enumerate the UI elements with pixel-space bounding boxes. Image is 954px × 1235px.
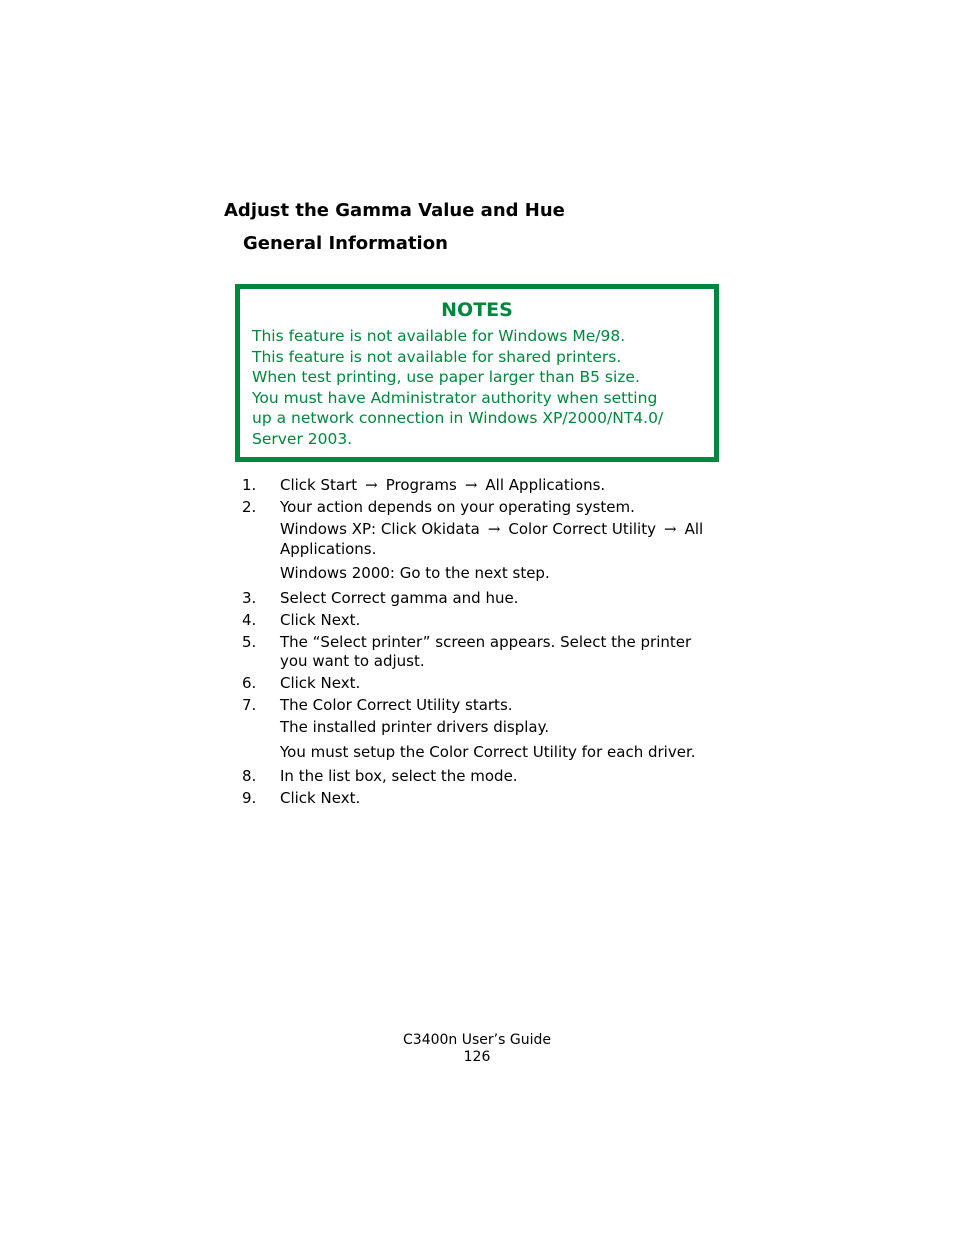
step-text: All Applications.: [485, 476, 606, 494]
page-footer: [0, 1032, 954, 1066]
step-7-note: You must setup the Color Correct Utility for each driver.: [280, 742, 696, 761]
step-5: [242, 633, 742, 672]
step-text: Click Next.: [280, 789, 361, 807]
step-text: Click Start: [280, 476, 358, 494]
step-8: [242, 767, 742, 787]
note-line: Server 2003.: [252, 429, 353, 448]
step-2-windows-2000: Windows 2000: Go to the next step.: [280, 564, 550, 582]
step-number: 8.: [242, 767, 257, 785]
step-number: 2.: [242, 498, 257, 516]
step-text: Click Next.: [280, 610, 361, 629]
notes-box: [235, 284, 719, 462]
page-number: 126: [463, 1049, 491, 1065]
note-line: This feature is not available for Windows Me/98.: [252, 327, 626, 345]
step-number: 7.: [242, 696, 257, 714]
step-text: Color Correct Utility: [508, 520, 656, 538]
step-2-windows-xp: [242, 520, 742, 559]
arrow-right-icon: →: [487, 520, 501, 538]
step-text: Programs: [385, 476, 457, 494]
step-text: All: [684, 520, 704, 538]
step-number: 1.: [242, 476, 257, 494]
step-number: 9.: [242, 789, 257, 807]
step-text: Select Correct gamma and hue.: [280, 588, 519, 607]
note-line: This feature is not available for shared printers.: [252, 347, 622, 366]
step-6: [242, 674, 742, 694]
note-line: You must have Administrator authority when setting: [252, 388, 658, 407]
step-number: 4.: [242, 610, 257, 629]
arrow-right-icon: →: [365, 476, 378, 494]
arrow-right-icon: →: [464, 476, 478, 494]
step-number: 3.: [242, 588, 257, 607]
step-text: The “Select printer” screen appears. Select the printer: [280, 632, 692, 651]
steps-list: [242, 476, 742, 811]
arrow-right-icon: →: [663, 520, 677, 538]
step-text: Click Next.: [280, 674, 361, 692]
step-7: [242, 696, 742, 716]
step-2: [242, 498, 742, 518]
note-line: When test printing, use paper larger than B5 size.: [252, 368, 640, 386]
step-7-note: The installed printer drivers display.: [280, 718, 550, 736]
step-number: 6.: [242, 674, 257, 692]
step-text: In the list box, select the mode.: [280, 767, 518, 785]
step-4: [242, 611, 742, 631]
step-text: The Color Correct Utility starts.: [280, 696, 513, 714]
note-line: up a network connection in Windows XP/2000/NT4.0/: [252, 409, 664, 427]
step-number: 5.: [242, 632, 257, 651]
step-text: Windows XP: Click Okidata: [280, 520, 480, 538]
section-heading: General Information: [243, 233, 448, 254]
step-3: [242, 589, 742, 609]
step-1: [242, 476, 742, 496]
step-text: Your action depends on your operating system.: [280, 498, 635, 516]
guide-name: C3400n User’s Guide: [403, 1032, 551, 1048]
notes-title: NOTES: [441, 299, 513, 321]
step-text: Applications.: [280, 539, 377, 558]
step-9: [242, 789, 742, 809]
page-title: Adjust the Gamma Value and Hue: [224, 200, 565, 221]
step-text: you want to adjust.: [280, 652, 425, 670]
